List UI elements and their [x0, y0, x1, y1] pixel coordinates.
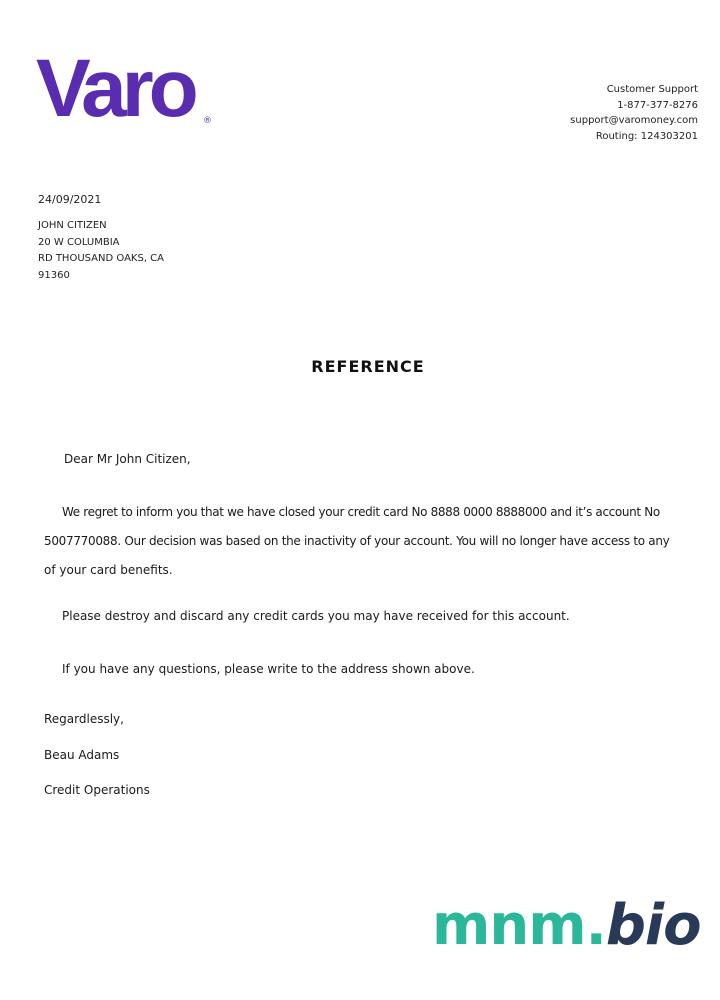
letter-title: REFERENCE [311, 357, 425, 376]
contact-phone: 1-877-377-8276 [617, 99, 698, 111]
paragraph-line: Please destroy and discard any credit cards you may have received for this account. [62, 609, 570, 623]
watermark-logo [432, 893, 701, 958]
recipient-block [38, 193, 164, 284]
recipient-address-line1: 20 W COLUMBIA [38, 236, 120, 248]
letter-date: 24/09/2021 [38, 193, 102, 206]
signer-department: Credit Operations [44, 783, 150, 797]
paragraph-line: We regret to inform you that we have closed your credit card No 8888 0000 8888000 and it’s account No [62, 505, 660, 519]
recipient-zip: 91360 [38, 269, 70, 281]
paragraph-line: 5007770088. Our decision was based on the inactivity of your account. You will no longer have access to any [44, 534, 670, 548]
contact-support-label: Customer Support [606, 84, 698, 95]
paragraph-questions [62, 655, 712, 684]
registered-mark: ® [203, 116, 212, 126]
paragraph-closure-notice [44, 498, 694, 585]
salutation: Dear Mr John Citizen, [64, 452, 191, 466]
contact-email: support@varomoney.com [570, 115, 698, 126]
watermark-part-mnm: mnm. [432, 893, 606, 958]
recipient-address-line2: RD THOUSAND OAKS, CA [38, 253, 165, 264]
paragraph-destroy-cards [62, 602, 712, 631]
signer-name: Beau Adams [44, 747, 120, 762]
recipient-name: JOHN CITIZEN [38, 220, 107, 231]
closing-block [44, 712, 150, 819]
varo-logo: Varo [36, 43, 194, 134]
contact-routing: Routing: 124303201 [595, 130, 698, 142]
watermark-part-bio: bio [605, 893, 701, 958]
paragraph-line: If you have any questions, please write to the address shown above. [62, 662, 475, 676]
paragraph-line: of your card benefits. [44, 563, 173, 577]
contact-block [570, 82, 698, 144]
closing-phrase: Regardlessly, [44, 712, 124, 726]
